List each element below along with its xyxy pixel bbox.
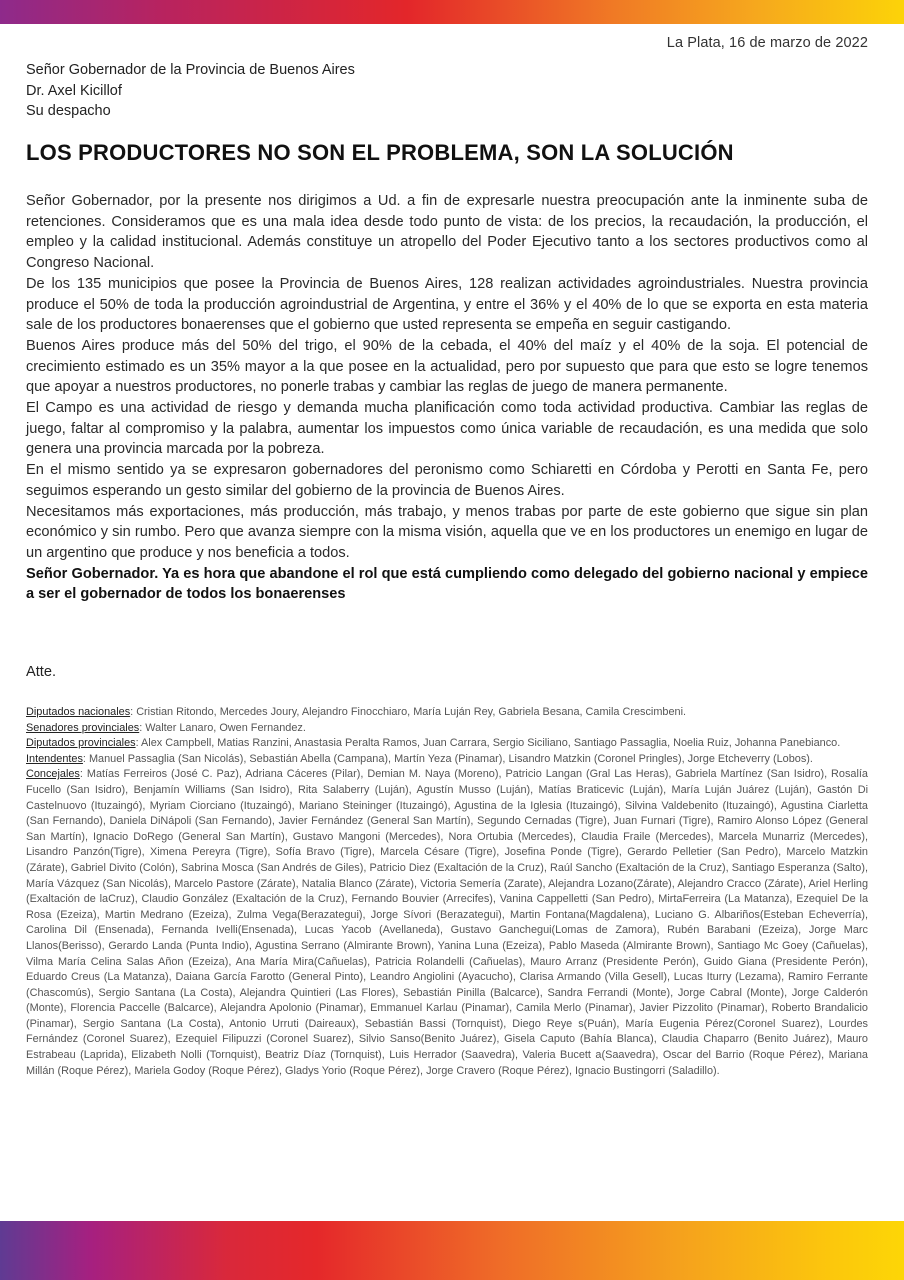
letter-title: LOS PRODUCTORES NO SON EL PROBLEMA, SON LA SOLUCIÓN <box>26 140 734 165</box>
signoff: Atte. <box>26 664 57 680</box>
signer-group-diputados-provinciales <box>26 736 868 752</box>
letter-body <box>26 191 868 605</box>
body-paragraph: Señor Gobernador, por la presente nos dirigimos a Ud. a fin de expresarle nuestra preocupación ante la inminente suba de retenciones. Consideramos que es una mala idea desde todo punto de vista: de los precios, la recaudación, la producción, el empleo y la calidad institucional. Además constituye un atropello del Poder Ejecutivo tanto a los sectores productivos como al Congreso Nacional. <box>26 193 868 272</box>
signer-group-senadores-provinciales <box>26 721 868 737</box>
closing-statement: Señor Gobernador. Ya es hora que abandone el rol que está cumpliendo como delegado del gobierno nacional y empiece a ser el gobernador de todos los bonaerenses <box>26 565 868 603</box>
signer-group-label: Concejales <box>26 768 80 781</box>
signers-list <box>26 705 868 1079</box>
body-paragraph: Necesitamos más exportaciones, más producción, más trabajo, y menos trabas por parte de este gobierno que sigue sin plan económico y sin rumbo. Pero que avanza siempre con la misma visión, aquella que ve en los productores un enemigo en lugar de un argentino que produce y nos beneficia a todos. <box>26 503 868 561</box>
body-paragraph: En el mismo sentido ya se expresaron gobernadores del peronismo como Schiaretti en Córdoba y Perotti en Santa Fe, pero seguimos esperando un gesto similar del gobierno de la provincia de Buenos Aires. <box>26 462 868 499</box>
signer-group-concejales <box>26 767 868 1079</box>
signer-group-label: Diputados nacionales <box>26 706 131 718</box>
bottom-gradient-band <box>0 1221 904 1280</box>
body-paragraph: El Campo es una actividad de riesgo y demanda mucha planificación como toda actividad productiva. Cambiar las reglas de juego, faltar al compromiso y la palabra, aumentar los impuestos como única variable de recaudación, es una medida que solo genera una provincia marcada por la pobreza. <box>26 400 868 458</box>
body-paragraph: Buenos Aires produce más del 50% del trigo, el 90% de la cebada, el 40% del maíz y el 40% de la soja. El potencial de crecimiento estimado es un 35% mayor a la que posee en la actualidad, pero por supuesto que para que esto se logre tenemos que apoyar a nuestros productores, no ponerle trabas y cambiar las reglas de juego de manera permanente. <box>26 337 868 396</box>
recipient-block <box>26 60 355 122</box>
recipient-office: Su despacho <box>26 103 111 119</box>
signer-group-names: : Cristian Ritondo, Mercedes Joury, Alejandro Finocchiaro, María Luján Rey, Gabriela Besana, Camila Crescimbeni. <box>130 706 687 718</box>
signer-group-label: Senadores provinciales <box>26 721 140 734</box>
signer-group-names: : Matías Ferreiros (José C. Paz), Adriana Cáceres (Pilar), Demian M. Naya (Moreno), Patricio Langan (Gral Las Heras), Gabriela Martínez (San Isidro), Rosalía Fucello (San Isidro), Benjamín Williams (San Isidro), Rita Salaberry (Luján), Agustín Musso (Luján), Matías Braticevic (Luján), María Luján Juárez (Luján), Gastón Di Castelnuovo (Ituzaingó), Myriam Ciorciano (Ituzaingó), Mariano Steininger (Ituzaingó), Agustina de la Iglesia (Ituzaingó), Silvina Valdebenito (Ituzaingó), Agustina Ciarletta (San Fernando), Daniela DiNápoli (San Fernando), Javier Fernández (General San Martín), Segundo Cernadas (Tigre), Juan Furnari (Tigre), Ramiro Alonso López (General San Martín), Ignacio DoRego (General San Martín), Gustavo Mangoni (Mercedes), Nora Ortubia (Mercedes), Claudia Fraile (Mercedes), Marcela Munarriz (Mercedes), Lisandro Panzón(Tigre), Ximena Pereyra (Tigre), Sofía Bravo (Tigre), Marcela Césare (Tigre), Josefina Ponde (Tigre), Gerardo Pelletier (San Pedro), Marcelo Matzkin (Zárate), Gabriel Divito (Colón), Sabrina Mosca (San Andrés de Giles), Patricio Diez (Exaltación de la Cruz), Raúl Sancho (Exaltación de la Cruz), Santiago Esperanza (Salto), María Vázquez (San Nicolás), Marcelo Pastore (Zárate), Natalia Blanco (Zárate), Victoria Semería (Zarate), Alejandra Lozano(Zárate), Alejandro Cracco (Zárate), Ariel Herling (Exaltación de laCruz), Claudio González (Exaltación de la Cruz), Fernando Bouvier (Arrecifes), Vanina Cappelletti (San Pedro), MirtaFerreira (La Matanza), Ezequiel De la Rosa (Ezeiza), Martin Medrano (Ezeiza), Zulma Vega(Berazategui), Jorge Sívori (Berazategui), Martin Fontana(Magdalena), Luciano G. Albariños(Esteban Echeverría), Carolina Dil (Ensenada), Fernanda Ivelli(Ensenada), Lucas Yacob (Avellaneda), Gustavo Ganchegui(Lomas de Zamora), Rubén Barabani (Ezeiza), Jorge Marc Llanos(Berisso), Gerardo Landa (Punta Indio), Agustina Serrano (Almirante Brown), Yanina Luna (Ezeiza), Pablo Maseda (Almirante Brown), Santiago Mc Goey (Cañuelas), Vilma María Celina Salas Añon (Ezeiza), Ana María Mira(Cañuelas), Patricia Rolandelli (Cañuelas), Mauro Arranz (Presidente Perón), Guido Giana (Presidente Perón), Eduardo Creus (La Matanza), Daiana García Farotto (General Pinto), Leandro Angiolini (Ayacucho), Clarisa Armando (Villa Gesell), Lucas Iturry (Lezama), Ramiro Ferrante (Chascomús), Sergio Santana (La Costa), Alejandra Quintieri (Las Flores), Sebastián Pinilla (Balcarce), Sandra Ferrandi (Monte), Jorge Cabral (Monte), Jorge Calderón (Monte), Florencia Paccelle (Balcarce), Alejandra Apolonio (Pinamar), Emmanuel Karlau (Pinamar), Camila Merlo (Pinamar), Javier Pizzolito (Pinamar), Roberto Brandalicio (Pinamar), Sergio Santana (La Costa), Antonio Urruti (Daireaux), Sebastián Bassi (Tornquist), Diego Reye s(Puán), María Eugenia Pérez(Coronel Suarez), Lourdes Fernández (Coronel Suarez), Ezequiel Filipuzzi (Coronel Suarez), Silvio Sanso(Benito Juárez), Gisela Caputo (Bahía Blanca), Claudia Chaparro (Benito Juárez), Mauro Estrabeau (Laprida), Elizabeth Nolli (Tornquist), Beatriz Díaz (Tornquist), Luis Herrador (Saavedra), Valeria Bucett a(Saavedra), Oscar del Barrio (Roque Pérez), Mariana Millán (Roque Pérez), Mariela Godoy (Roque Pérez), Gladys Yorio (Roque Pérez), Jorge Cravero (Roque Pérez), Ignacio Bustingorri (Saladillo). <box>26 768 868 1077</box>
signer-group-intendentes <box>26 752 868 768</box>
letter-date: La Plata, 16 de marzo de 2022 <box>666 35 868 51</box>
signer-group-diputados-nacionales <box>26 705 868 721</box>
recipient-title: Señor Gobernador de la Provincia de Buenos Aires <box>26 62 355 78</box>
signer-group-names: : Manuel Passaglia (San Nicolás), Sebastián Abella (Campana), Martín Yeza (Pinamar), Lisandro Matzkin (Coronel Pringles), Jorge Etcheverry (Lobos). <box>82 752 813 765</box>
signer-group-names: : Walter Lanaro, Owen Fernandez. <box>139 721 306 734</box>
signer-group-names: : Alex Campbell, Matias Ranzini, Anastasia Peralta Ramos, Juan Carrara, Sergio Siciliano, Santiago Passaglia, Noelia Ruiz, Johanna Panebianco. <box>135 737 841 750</box>
body-paragraph: De los 135 municipios que posee la Provincia de Buenos Aires, 128 realizan actividades agroindustriales. Nuestra provincia produce el 50% de toda la producción agroindustrial de Argentina, y entre el 36% y el 40% de lo que se exporta en esta materia sale de los productores bonaerenses que el gobierno que usted representa se empeña en seguir castigando. <box>26 275 868 334</box>
signer-group-label: Diputados provinciales <box>26 737 136 750</box>
recipient-name: Dr. Axel Kicillof <box>26 82 122 99</box>
top-gradient-band <box>0 0 904 24</box>
signer-group-label: Intendentes <box>26 752 83 765</box>
